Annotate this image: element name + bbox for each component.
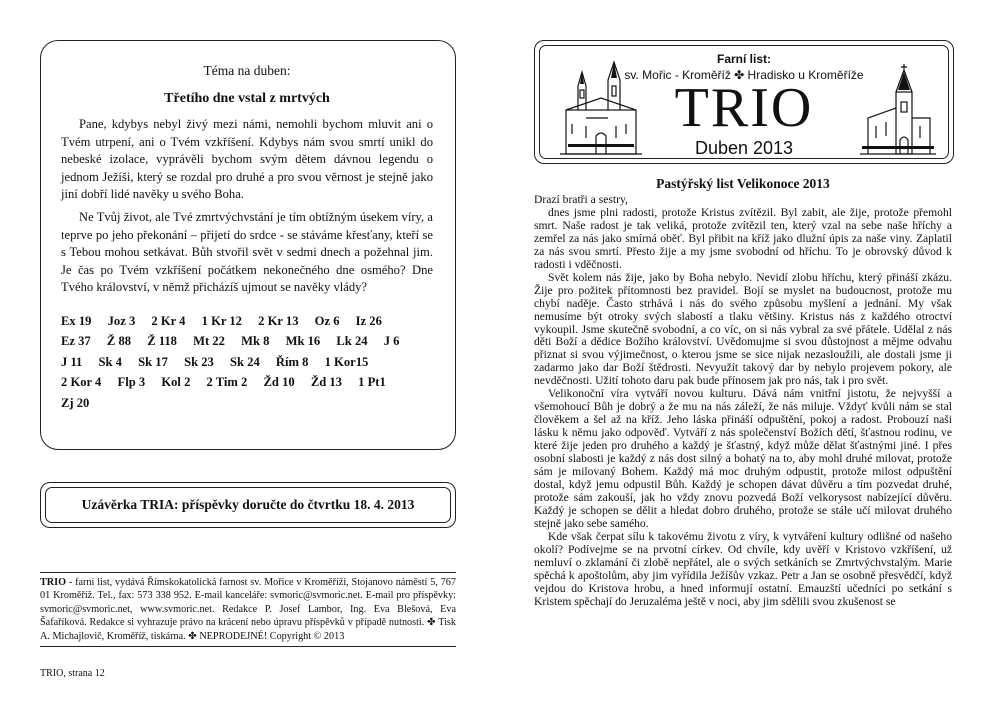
article-title: Pastýřský list Velikonoce 2013 <box>656 176 830 191</box>
bible-reference: Sk 24 <box>229 354 260 369</box>
theme-paragraph: Pane, kdybys nebyl živý mezi námi, nemohli bychom mluvit ani o Tvém utrpení, ani o Tvém vzkříšení. Kdybys nám svou smrtí unikl do nebeské izolace, vyprávěli bychom svým dětem dávnou legendu o jednom Ježíši, který se rozdal pro druhé a pro svou věrnost je stejně jako jiní dobří lidé navěky u svého Boha. <box>61 117 433 202</box>
masthead-date: Duben 2013 <box>694 138 794 158</box>
bible-reference: Iz 26 <box>355 313 382 328</box>
article-paragraph: Svět kolem nás žije, jako by Boha nebylo. Nevidí zlobu hříchu, který přináší zkázu. Žije pro požitek přítomnosti bez pravidel. Bojí se myslet na budoucnost, protože mu chybí naděje. Často strhává i nás do svého způsobu myšlení a jednání. My však nemusíme být otroky svých slabostí a tlaku většiny. Kristus nás z každého otroctví vykoupil. Jsme skutečně svobodní, a co víc, on si nás vybral za své přátele. Udělal z nás děti Boží a dědice Božího království. Uvědomujme si svou důstojnost a mějme odvahu přiznat si svou výjimečnost, o kterou jsme se sice nijak nezasloužili, ale dostali jsme ji zadarmo jako dar Boží štědrosti. Nevyužít takový dar by nebylo projevem pokory, ale nevděčnosti. Užití tohoto daru pak bude přínosem jak pro nás, tak i pro svět. <box>534 270 952 388</box>
theme-paragraph: Ne Tvůj život, ale Tvé zmrtvýchvstání je tím obtížným úsekem víry, a teprve po jeho překonání – přijetí do srdce - se stáváme křesťany, kteří se s Tebou mohou setkávat. Bůh stvořil svět v sedmi dnech a požehnal jim. Je čas po Tvém vzkříšení počátkem nekonečného dne osmého? Dne Tvého království, v němž přicházíš ujmout se navěky vlády? <box>61 209 433 295</box>
masthead <box>534 40 954 164</box>
bible-reference: J 11 <box>61 354 83 369</box>
bible-reference: 1 Kr 12 <box>201 313 242 328</box>
page-footer: TRIO, strana 12 <box>40 668 105 679</box>
theme-title: Téma na duben: <box>203 63 291 78</box>
deadline-text: Uzávěrka TRIA: příspěvky doručte do čtvrtku 18. 4. 2013 <box>45 487 451 523</box>
bible-references <box>61 311 433 414</box>
masthead-places: sv. Mořic - Kroměříž ✤ Hradisko u Kroměříže <box>624 68 864 82</box>
bible-reference: 2 Tim 2 <box>206 375 248 390</box>
deadline-box <box>40 482 456 528</box>
imprint-text: - farní list, vydává Římskokatolická farnost sv. Mořice v Kroměříži, Stojanovo náměstí 5, 767 01 Kroměříž. Tel., fax: 573 338 952. E-mail kanceláře: svmoric@svmoric.net. E-mail pro příspěvky: svmoric@svmoric.net, www.svmoric.net. Redakce P. Josef Lambor, Ing. Eva Blešová, Eva Šafaříková. Redakce si vyhrazuje právo na krácení nebo úpravu příspěvků v případě nutnosti. ✤ Tisk A. Michajlovič, Kroměříž, tiskárna. ✤ NEPRODEJNÉ! Copyright © 2013 <box>40 577 456 642</box>
bible-reference: Sk 17 <box>138 354 168 369</box>
article-greeting: Drazí bratři a sestry, <box>534 193 628 206</box>
bible-reference: Oz 6 <box>314 313 340 328</box>
bible-reference: Sk 23 <box>184 354 214 369</box>
bible-reference: Joz 3 <box>107 313 136 328</box>
bible-reference: Mk 8 <box>241 334 270 349</box>
imprint <box>40 572 456 647</box>
bible-reference: Ž 118 <box>147 334 177 349</box>
bible-reference: Žd 13 <box>310 375 342 390</box>
bible-reference: J 6 <box>383 334 400 349</box>
pastoral-letter <box>534 176 952 609</box>
bible-reference: Mk 16 <box>285 334 321 349</box>
masthead-title: TRIO <box>674 77 814 139</box>
bible-reference: 1 Pt1 <box>358 375 386 390</box>
article-paragraph: dnes jsme plni radosti, protože Kristus zvítězil. Byl zabit, ale žije, protože přemohl smrt. Naše radost je tak veliká, protože zvítězil ten, který vzal na sebe naše hříchy a zemřel za nás jako smírná oběť. Byl přibit na kříž jako dlužní úpis za naše viny. Zaplatil za nás svou smrtí. Přesto žije a my jsme svobodní od hříchu. To je obrovský důvod k radosti i vděčnosti. <box>534 205 952 271</box>
bible-reference: 2 Kr 4 <box>151 313 186 328</box>
imprint-brand: TRIO <box>40 577 67 588</box>
bible-reference: Ex 19 <box>61 313 92 328</box>
theme-heading: Třetího dne vstal z mrtvých <box>164 91 330 106</box>
bible-reference: 2 Kor 4 <box>61 375 102 390</box>
bible-reference: Lk 24 <box>336 334 368 349</box>
article-paragraph: Velikonoční víra vytváří novou kulturu. Dává nám vnitřní jistotu, že nejvyšší a všemohoucí Bůh je dobrý a že mu na nás záleží, že nás miluje. Vždyť kvůli nám se stal člověkem a šel až na kříž. Jeho láska přináší odpuštění, pokoj a radost. Probouzí naši lásku k němu jako odpověď. Vytváří z nás společenství Božích dětí, šťastnou rodinu, ve které žije jeden pro druhého a každý je šťastný, když může dělat šťastnými jiné. I přes osobní slabosti je každý z nás dost silný a bohatý na to, aby mohl druhé milovat, protože sám je milovaný Bohem. Každý má moc druhým odpustit, protože milost odpuštění dostal, když jemu odpustil Bůh. Každý je schopen dávat důvěru a tím pozvedat druhé, protože sám zakouší, jak ho vždy znovu pozvedá Boží velkorysost nabízející důvěru. Každý je schopen se dělit a hledat dobro druhého, protože se stále učí milovat druhého stejně jako sebe samého. <box>534 387 952 530</box>
bible-reference: Zj 20 <box>61 395 90 410</box>
bible-reference: Flp 3 <box>117 375 146 390</box>
theme-box <box>40 40 456 450</box>
bible-reference: Kol 2 <box>161 375 191 390</box>
bible-reference: Žd 10 <box>263 375 295 390</box>
masthead-label: Farní list: <box>716 52 771 66</box>
bible-reference: Řím 8 <box>275 354 309 369</box>
bible-reference: Ž 88 <box>106 334 132 349</box>
bible-reference: 1 Kor15 <box>324 354 369 369</box>
bible-reference: Sk 4 <box>98 354 122 369</box>
article-paragraph: Kde však čerpat sílu k takovému životu z víry, k vytváření kultury odlišné od našeho okolí? Podívejme se na prvotní církev. Od chvíle, kdy uvěří v Kristovo vzkříšení, už nemluví o zklamání či zlobě nepřátel, ale o svých setkáních se Zmrtvýchvstalým. Marie spěchá k apoštolům, aby jim vyřídila Ježíšův vzkaz. Petr a Jan se osobně přesvědčí, když vejdou do Kristova hrobu, a hned informují ostatní. Emauzští učedníci po setkání s Kristem spěchají do Jeruzaléma ještě v noci, aby jim sdělili svou zkušenost se <box>534 529 952 608</box>
bible-reference: Mt 22 <box>193 334 225 349</box>
bible-reference: Ez 37 <box>61 334 91 349</box>
bible-reference: 2 Kr 13 <box>258 313 299 328</box>
